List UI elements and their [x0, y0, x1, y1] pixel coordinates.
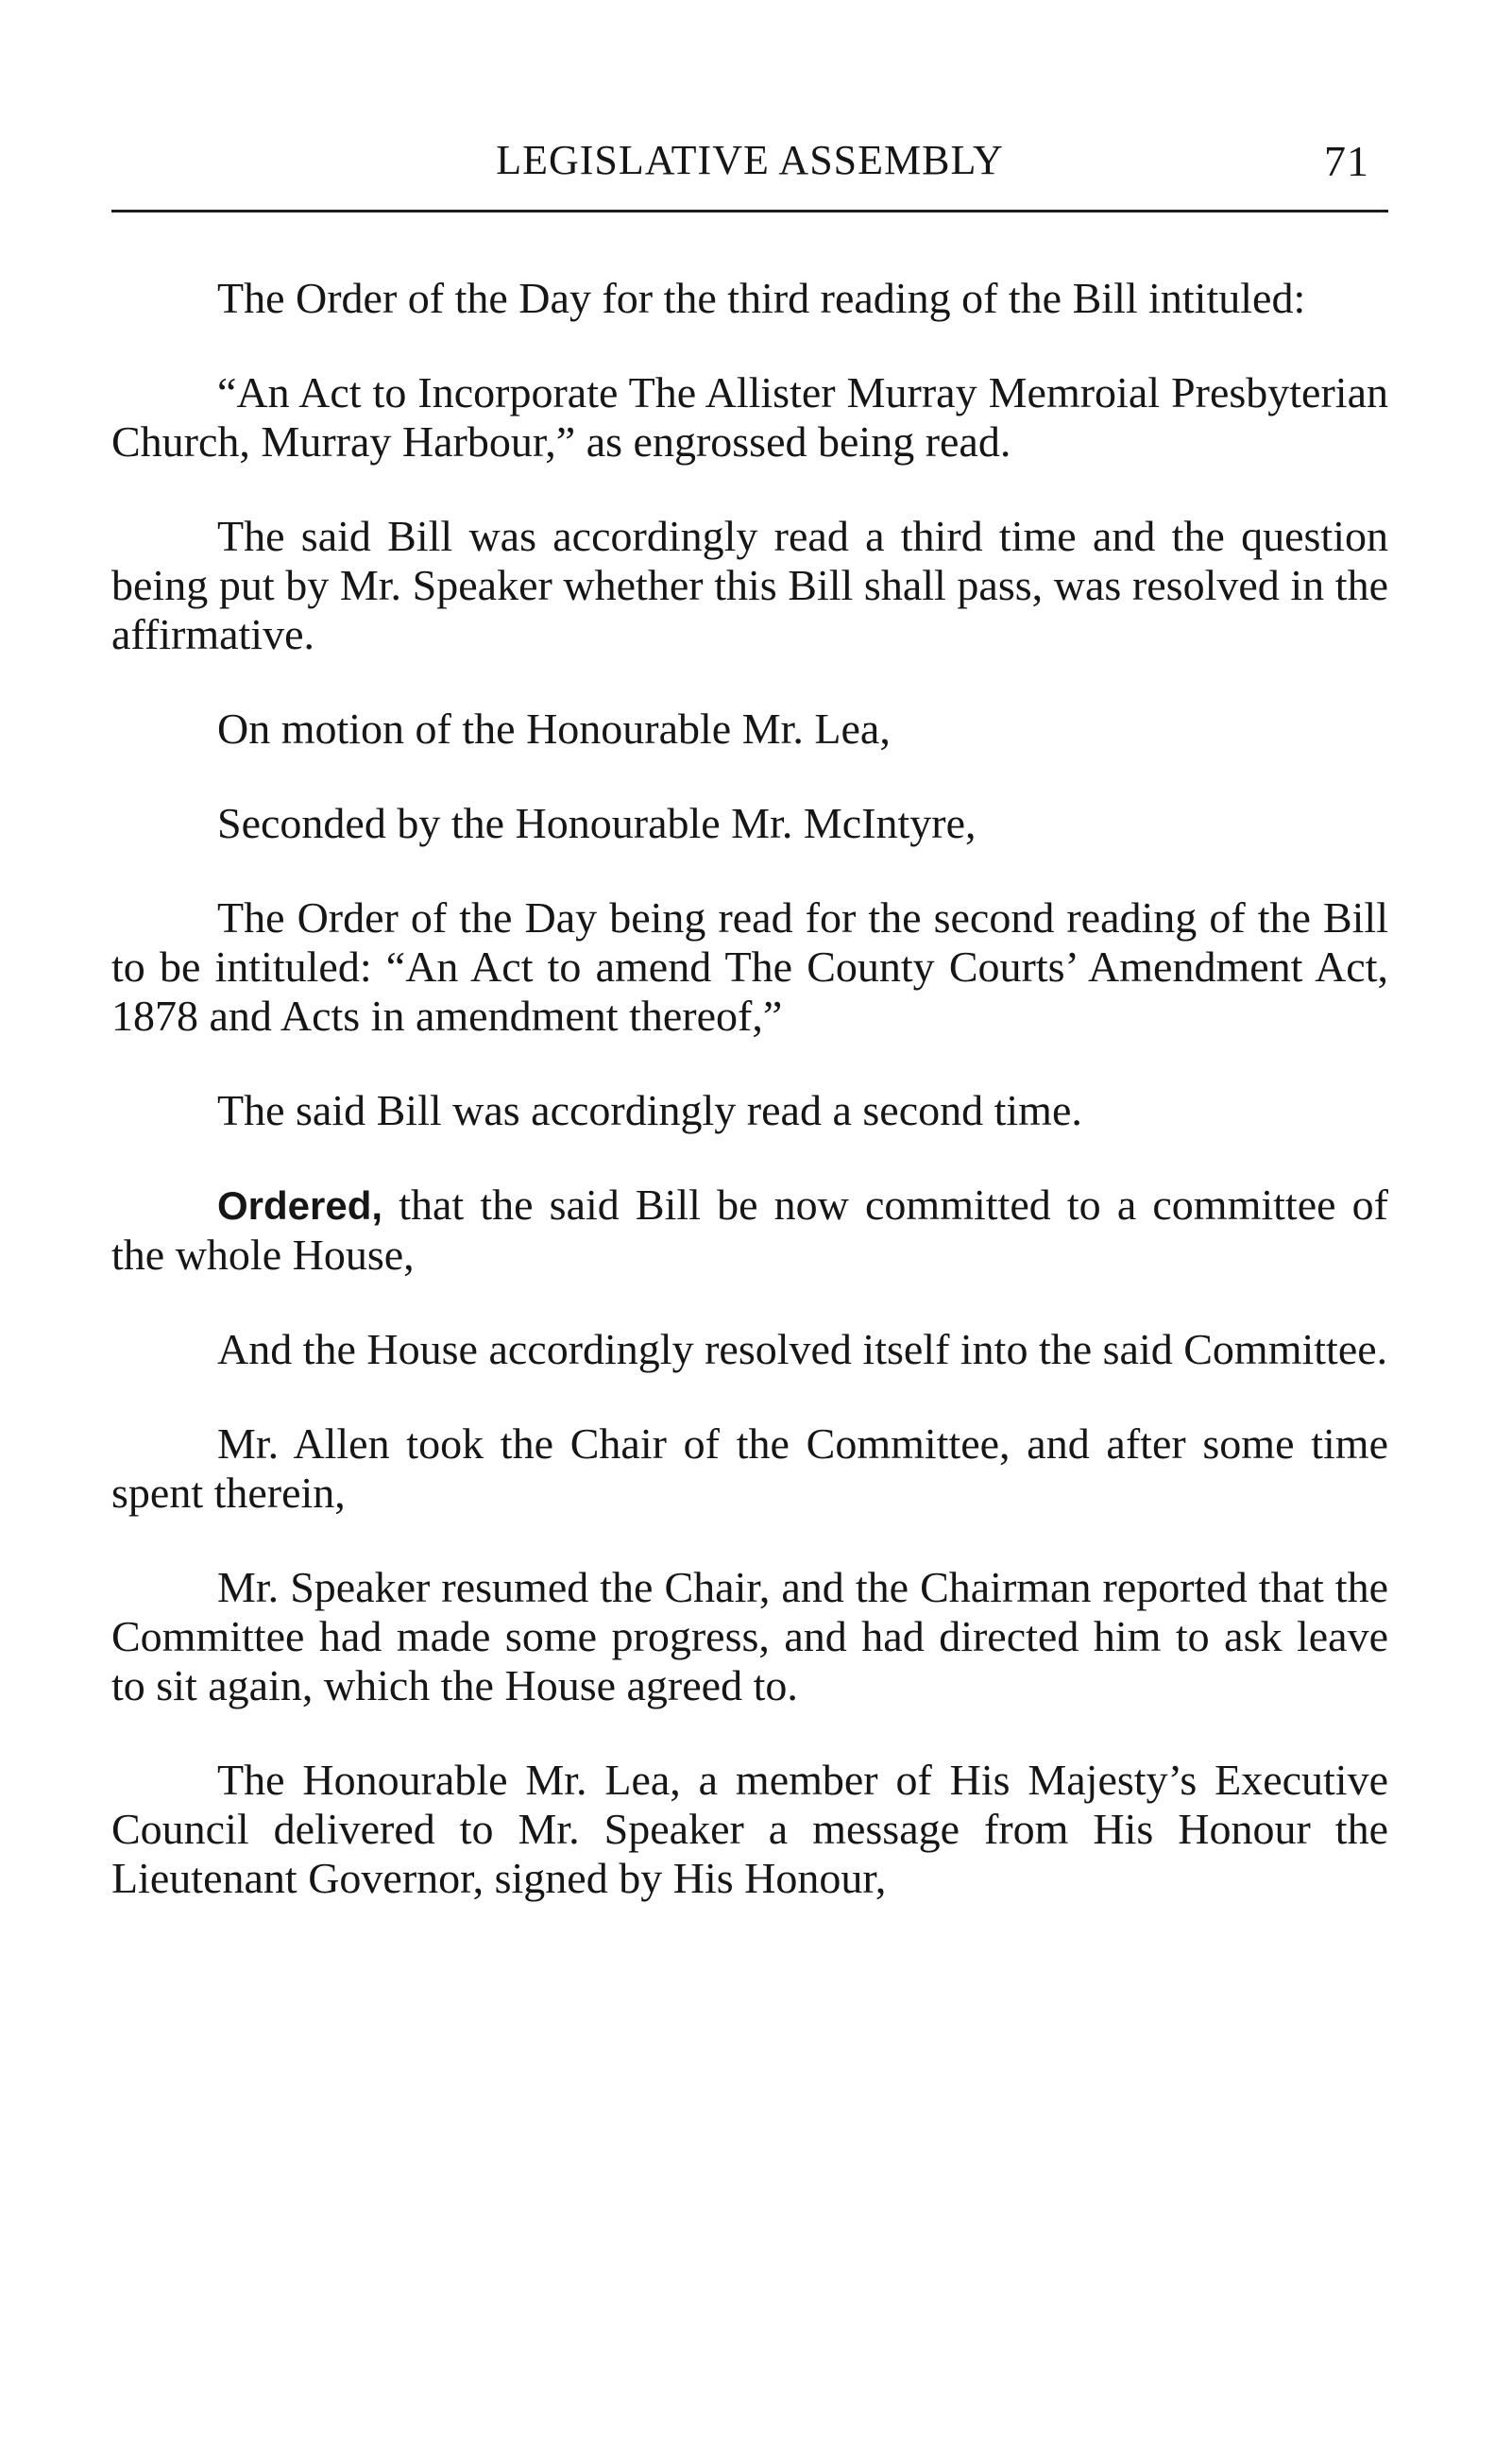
running-head-title: LEGISLATIVE ASSEMBLY	[496, 137, 1004, 183]
paragraph-second-reading-order	[111, 893, 1388, 1041]
paragraph-motion	[111, 705, 1388, 754]
paragraph-ordered-committal	[111, 1181, 1388, 1280]
paragraph-seconded	[111, 799, 1388, 848]
paragraph-second-reading-result	[111, 1086, 1388, 1135]
paragraph-text: that the said Bill be now committed to a committee of the whole House,	[111, 1181, 1388, 1279]
paragraph-text: Mr. Allen took the Chair of the Committee, and after some time spent therein,	[111, 1419, 1388, 1517]
paragraph-house-resolved	[111, 1325, 1388, 1374]
paragraph-text: Mr. Speaker resumed the Chair, and the Chairman reported that the Committee had made some progress, and had directed him to ask leave to sit again, which the House agreed to.	[111, 1563, 1388, 1709]
paragraph-text: “An Act to Incorporate The Allister Murray Memroial Presbyterian Church, Murray Harbour,” as engrossed being read.	[111, 368, 1388, 466]
paragraph-speaker-resumed	[111, 1563, 1388, 1710]
paragraph-text: The Order of the Day being read for the second reading of the Bill to be intituled: “An Act to amend The County Courts’ Amendment Act, 1878 and Acts in amendment thereof,”	[111, 893, 1388, 1040]
paragraph-message-delivered	[111, 1756, 1388, 1903]
header-rule	[111, 210, 1388, 212]
running-header	[111, 132, 1388, 191]
paragraph-text: The said Bill was accordingly read a third time and the question being put by Mr. Speaker whether this Bill shall pass, was resolved in the affirmative.	[111, 512, 1388, 658]
paragraph-text: On motion of the Honourable Mr. Lea,	[217, 705, 891, 753]
ordered-lead: Ordered,	[217, 1183, 383, 1228]
document-page	[111, 132, 1388, 1902]
paragraph-text: The Order of the Day for the third reading of the Bill intituled:	[217, 274, 1306, 322]
paragraph-chair-taken	[111, 1419, 1388, 1518]
paragraph-third-reading-order	[111, 274, 1388, 323]
paragraph-third-reading-result	[111, 512, 1388, 659]
paragraph-text: And the House accordingly resolved itself into the said Committee.	[217, 1325, 1388, 1373]
paragraph-text: Seconded by the Honourable Mr. McIntyre,	[217, 799, 977, 847]
paragraph-text: The Honourable Mr. Lea, a member of His Majesty’s Executive Council delivered to Mr. Speaker a message from His Honour the Lieutenant Governor, signed by His Honour,	[111, 1756, 1388, 1902]
paragraph-bill-title	[111, 368, 1388, 467]
paragraph-text: The said Bill was accordingly read a second time.	[217, 1086, 1082, 1134]
page-number: 71	[1324, 137, 1369, 185]
document-body	[111, 274, 1388, 1948]
